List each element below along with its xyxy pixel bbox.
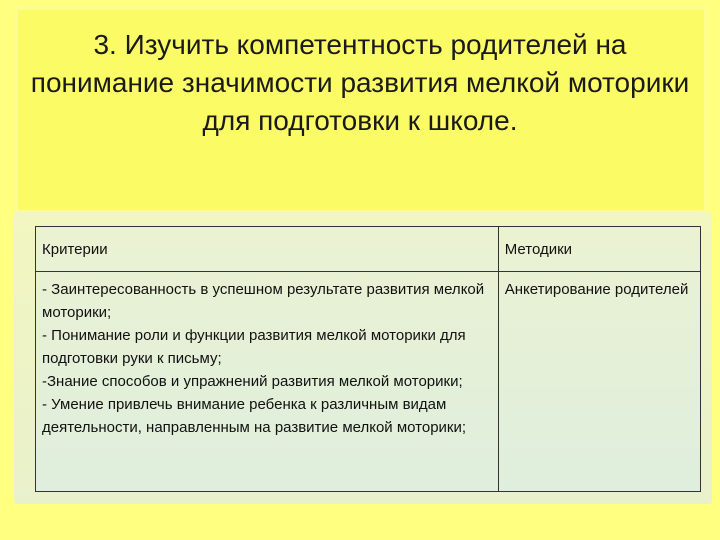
criteria-item-interest: - Заинтересованность в успешном результате развития мелкой моторики; bbox=[42, 281, 485, 321]
criteria-cell bbox=[36, 272, 499, 492]
method-survey: Анкетирование родителей bbox=[504, 281, 689, 298]
table-row bbox=[36, 272, 701, 492]
slide-title: 3. Изучить компетентность родителей на понимание значимости развития мелкой моторики для подготовки к школе. bbox=[30, 29, 690, 136]
criteria-item-understanding: - Понимание роли и функции развития мелкой моторики для подготовки руки к письму; bbox=[42, 327, 466, 367]
criteria-table bbox=[35, 226, 701, 492]
methods-cell bbox=[498, 272, 700, 492]
header-methods: Методики bbox=[498, 227, 700, 272]
criteria-item-knowledge: -Знание способов и упражнений развития мелкой моторики; bbox=[42, 373, 463, 390]
header-criteria: Критерии bbox=[36, 227, 499, 272]
table-header-row bbox=[36, 227, 701, 272]
criteria-item-attention: - Умение привлечь внимание ребенка к различным видам деятельности, направленным на развитие мелкой моторики; bbox=[42, 396, 467, 436]
